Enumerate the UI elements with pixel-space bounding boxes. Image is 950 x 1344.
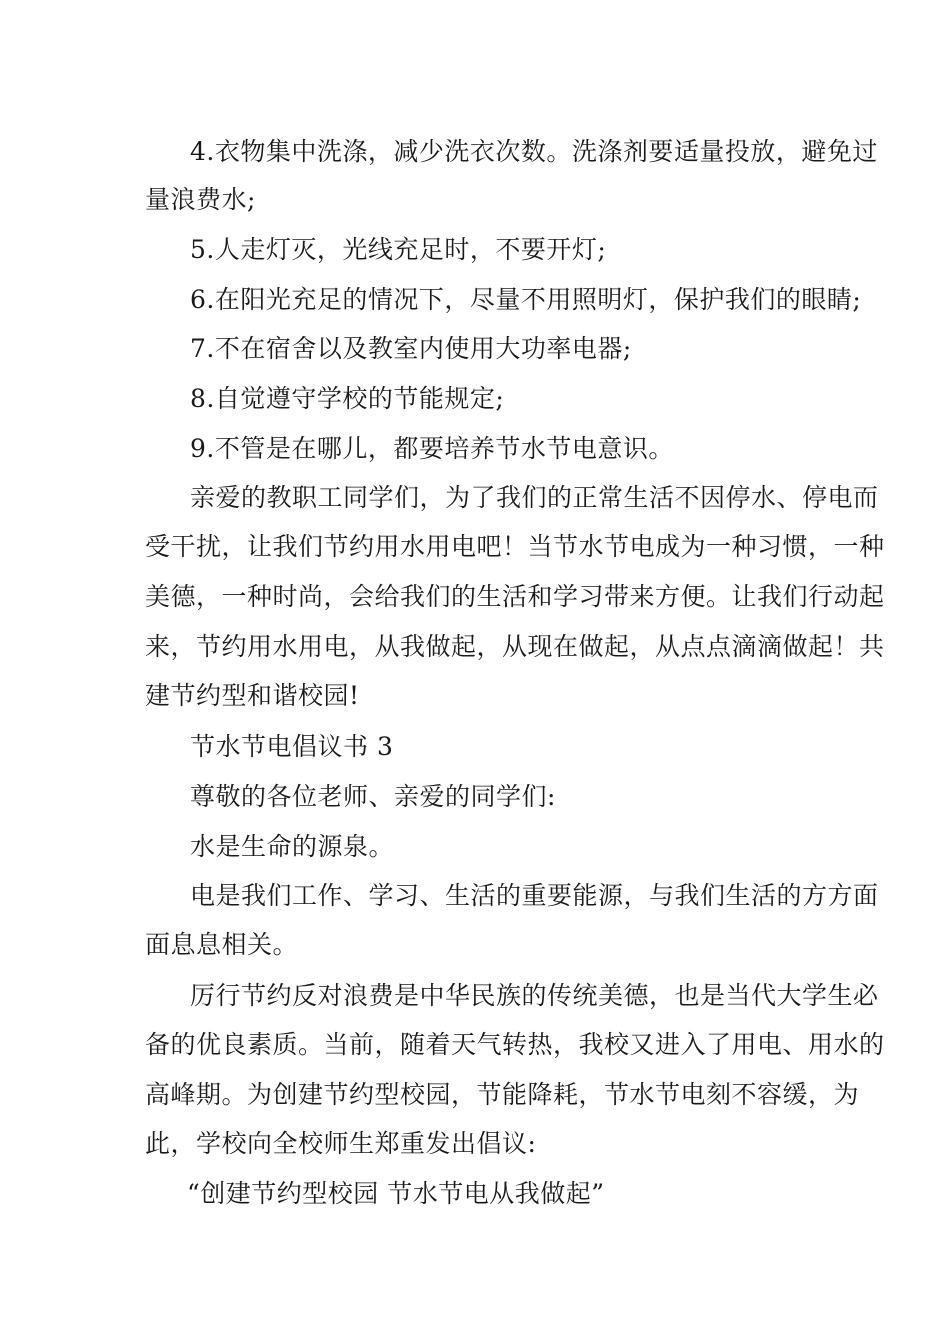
text-line: 水是生命的源泉。: [190, 832, 395, 861]
text-line: 9.不管是在哪儿，都要培养节水节电意识。: [190, 434, 674, 463]
text-line: 高峰期。为创建节约型校园，节能降耗，节水节电刻不容缓，为: [145, 1080, 860, 1109]
text-line: 8.自觉遵守学校的节能规定;: [190, 384, 505, 413]
salutation: 尊敬的各位老师、亲爱的同学们:: [190, 782, 556, 811]
text-line: 此，学校向全校师生郑重发出倡议:: [145, 1129, 537, 1158]
text-line: 建节约型和谐校园!: [145, 681, 360, 710]
section-heading: 节水节电倡议书 3: [190, 732, 394, 761]
text-line: 受干扰，让我们节约用水用电吧！当节水节电成为一种习惯，一种: [145, 532, 885, 561]
text-line: 5.人走灯灭，光线充足时，不要开灯;: [190, 235, 607, 264]
text-line: 7.不在宿舍以及教室内使用大功率电器;: [190, 334, 632, 363]
text-line: 面息息相关。: [145, 930, 299, 959]
text-line: 4.衣物集中洗涤，减少洗衣次数。洗涤剂要适量投放，避免过: [190, 137, 878, 166]
text-line: 来，节约用水用电，从我做起，从现在做起，从点点滴滴做起！共: [145, 632, 885, 661]
text-line: 亲爱的教职工同学们，为了我们的正常生活不因停水、停电而: [190, 483, 879, 512]
text-line: 美德，一种时尚，会给我们的生活和学习带来方便。让我们行动起: [145, 582, 885, 611]
text-line: 电是我们工作、学习、生活的重要能源，与我们生活的方方面: [190, 881, 879, 910]
text-line: 备的优良素质。当前，随着天气转热，我校又进入了用电、用水的: [145, 1030, 885, 1059]
text-line: 厉行节约反对浪费是中华民族的传统美德，也是当代大学生必: [190, 981, 879, 1010]
slogan-line: “创建节约型校园 节水节电从我做起”: [187, 1179, 605, 1208]
text-line: 6.在阳光充足的情况下，尽量不用照明灯，保护我们的眼睛;: [190, 285, 862, 314]
text-line: 量浪费水;: [145, 185, 256, 214]
